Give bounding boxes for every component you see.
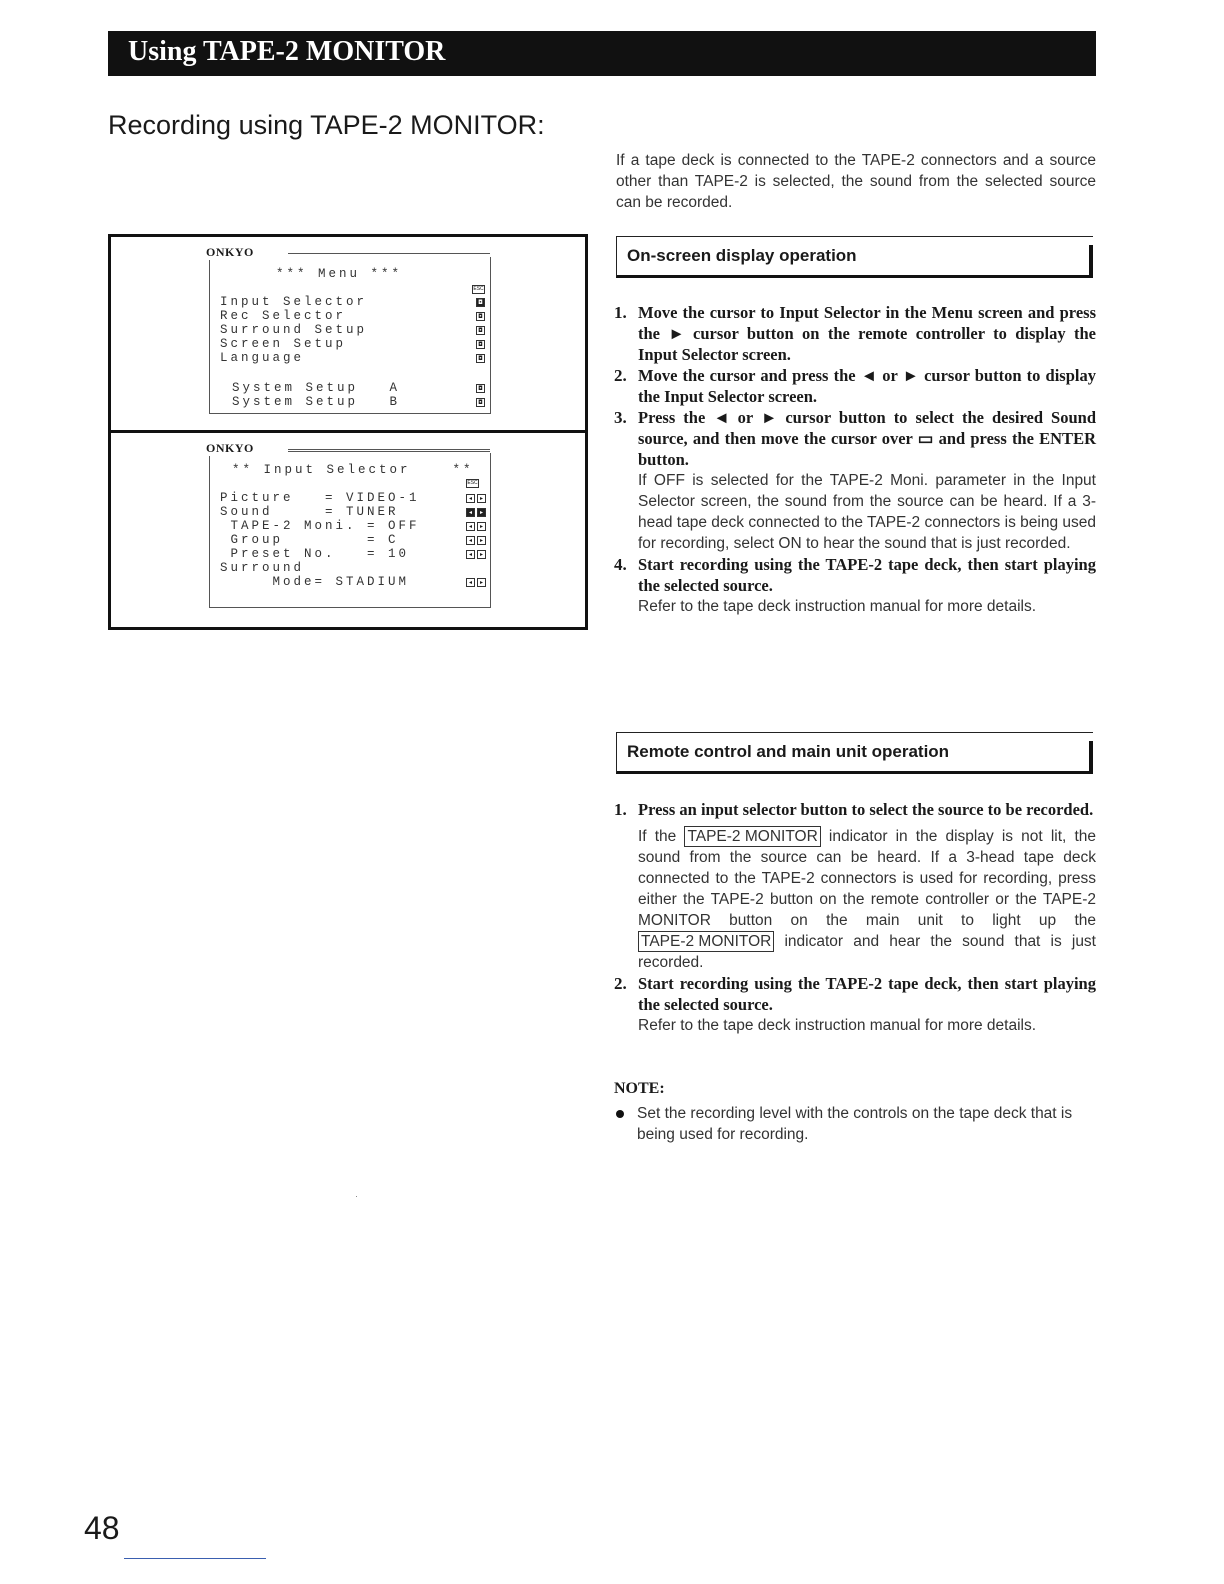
note-heading: NOTE:: [614, 1080, 665, 1097]
input-line: Group = C: [220, 533, 399, 547]
step-item: [614, 302, 1096, 365]
arrow-icon: ◂: [466, 536, 475, 545]
input-line: Sound = TUNER: [220, 505, 399, 519]
menu-line: Input Selector: [220, 295, 368, 309]
cursor-icon: ▸: [477, 508, 486, 517]
step-number: 3.: [614, 408, 627, 427]
menu-line: Language: [220, 351, 305, 365]
select-icon: ◘: [476, 340, 485, 349]
arrow-icon: ◂: [466, 494, 475, 503]
section-title: Recording using TAPE-2 MONITOR:: [108, 110, 545, 140]
step-number: 2.: [614, 974, 627, 993]
step-text: indicator in the display is not lit, the sound from the source can be heard. If a 3-head tape deck connected to the TAPE-2 connectors is used for recording, press either the TAPE-2 button on the remote controller or the TAPE-2 MONITOR button on the main unit to light up the: [638, 828, 1097, 929]
menu-line: Screen Setup: [220, 337, 347, 351]
arrow-icon: ◂: [466, 578, 475, 587]
remote-heading-box: [616, 732, 1093, 774]
tape2-monitor-indicator: TAPE-2 MONITOR: [684, 826, 820, 847]
arrow-icon: ▸: [477, 550, 486, 559]
heading-end-bar: [1089, 245, 1093, 278]
menu-line: Surround Setup: [220, 323, 368, 337]
step-item: [614, 365, 1096, 407]
esc-icon: ESC: [467, 480, 478, 486]
page-number: 48: [84, 1510, 120, 1546]
onscreen-heading-box: [616, 236, 1093, 278]
page-banner: [108, 31, 1096, 76]
arrow-icon: ▸: [477, 522, 486, 531]
input-screen-title: ** Input Selector **: [232, 463, 474, 477]
arrow-icon: ▸: [477, 494, 486, 503]
heading-end-bar: [1089, 741, 1093, 774]
step-instruction: Press an input selector button to select the source to be recorded.: [638, 800, 1094, 819]
tape2-monitor-indicator: TAPE-2 MONITOR: [638, 931, 774, 952]
onkyo-logo: ONKYO: [206, 245, 254, 259]
step-item: [614, 973, 1096, 1036]
step-description: Refer to the tape deck instruction manual for more details.: [638, 1017, 1037, 1034]
step-instruction: Move the cursor to Input Selector in the Menu screen and press the ► cursor button on the remote controller to display the Input Selector screen.: [638, 303, 1096, 364]
step-instruction: Start recording using the TAPE-2 tape deck, then start playing the selected source.: [638, 974, 1096, 1014]
remote-steps: [614, 799, 1096, 1036]
step-description: Refer to the tape deck instruction manual for more details.: [638, 598, 1037, 615]
step-item: [614, 554, 1096, 617]
note-text: Set the recording level with the controls on the tape deck that is being used for recording.: [637, 1105, 1073, 1143]
intro-paragraph: If a tape deck is connected to the TAPE-2 connectors and a source other than TAPE-2 is selected, the sound from the selected source can be recorded.: [616, 152, 1096, 211]
arrow-icon: ◂: [466, 550, 475, 559]
menu-screen: [206, 245, 491, 414]
onkyo-logo: ONKYO: [206, 441, 254, 455]
step-item: [614, 799, 1096, 973]
remote-heading: Remote control and main unit operation: [627, 742, 950, 761]
osd-illustration: [108, 234, 588, 630]
menu-screen-top-border: [288, 253, 490, 254]
select-icon: ◘: [476, 312, 485, 321]
step-instruction: Start recording using the TAPE-2 tape deck, then start playing the selected source.: [638, 555, 1096, 595]
step-text: If the: [638, 828, 677, 845]
scan-speck: [356, 1196, 357, 1197]
step-item: [614, 407, 1096, 554]
step-text: indicator and hear the sound that is just recorded.: [638, 933, 1096, 971]
input-screen-top-border: [288, 449, 490, 450]
osd-divider: [111, 430, 585, 433]
step-instruction: Move the cursor and press the ◄ or ► cursor button to display the Input Selector screen.: [638, 366, 1096, 406]
step-instruction: Press the ◄ or ► cursor button to select the desired Sound source, and then move the cursor over ▭ and press the ENTER button.: [638, 408, 1096, 469]
step-number: 4.: [614, 555, 627, 574]
input-selector-screen: [206, 441, 491, 608]
note-item: [614, 1103, 1096, 1145]
input-line: Surround: [220, 561, 305, 575]
onscreen-steps: [614, 302, 1096, 617]
esc-icon: ESC: [473, 286, 484, 292]
menu-screen-title: *** Menu ***: [276, 267, 403, 281]
select-icon: ◘: [476, 384, 485, 393]
select-icon: ◘: [476, 354, 485, 363]
cursor-icon: ◘: [476, 298, 485, 307]
input-line: Preset No. = 10: [220, 547, 410, 561]
banner-title: Using TAPE-2 MONITOR: [128, 36, 446, 67]
menu-line: System Setup A: [232, 381, 401, 395]
arrow-icon: ▸: [477, 578, 486, 587]
cursor-icon: ◂: [466, 508, 475, 517]
select-icon: ◘: [476, 398, 485, 407]
menu-line: Rec Selector: [220, 309, 347, 323]
input-line: TAPE-2 Moni. = OFF: [220, 519, 420, 533]
footer-rule: [124, 1558, 266, 1559]
step-number: 1.: [614, 800, 627, 819]
onscreen-heading: On-screen display operation: [627, 246, 857, 265]
arrow-icon: ▸: [477, 536, 486, 545]
bullet-icon: [616, 1110, 624, 1118]
step-description: If OFF is selected for the TAPE-2 Moni. parameter in the Input Selector screen, the sound from the source can be heard. If a 3-head tape deck connected to the TAPE-2 connectors is being used for recording, select ON to hear the sound that is just recorded.: [638, 472, 1096, 552]
step-description: [638, 826, 1096, 973]
step-number: 1.: [614, 303, 627, 322]
menu-line: System Setup B: [232, 395, 401, 409]
input-line: Picture = VIDEO-1: [220, 491, 420, 505]
step-number: 2.: [614, 366, 627, 385]
input-screen-top-border-2: [288, 451, 490, 452]
arrow-icon: ◂: [466, 522, 475, 531]
input-line: Mode= STADIUM: [220, 575, 410, 589]
select-icon: ◘: [476, 326, 485, 335]
